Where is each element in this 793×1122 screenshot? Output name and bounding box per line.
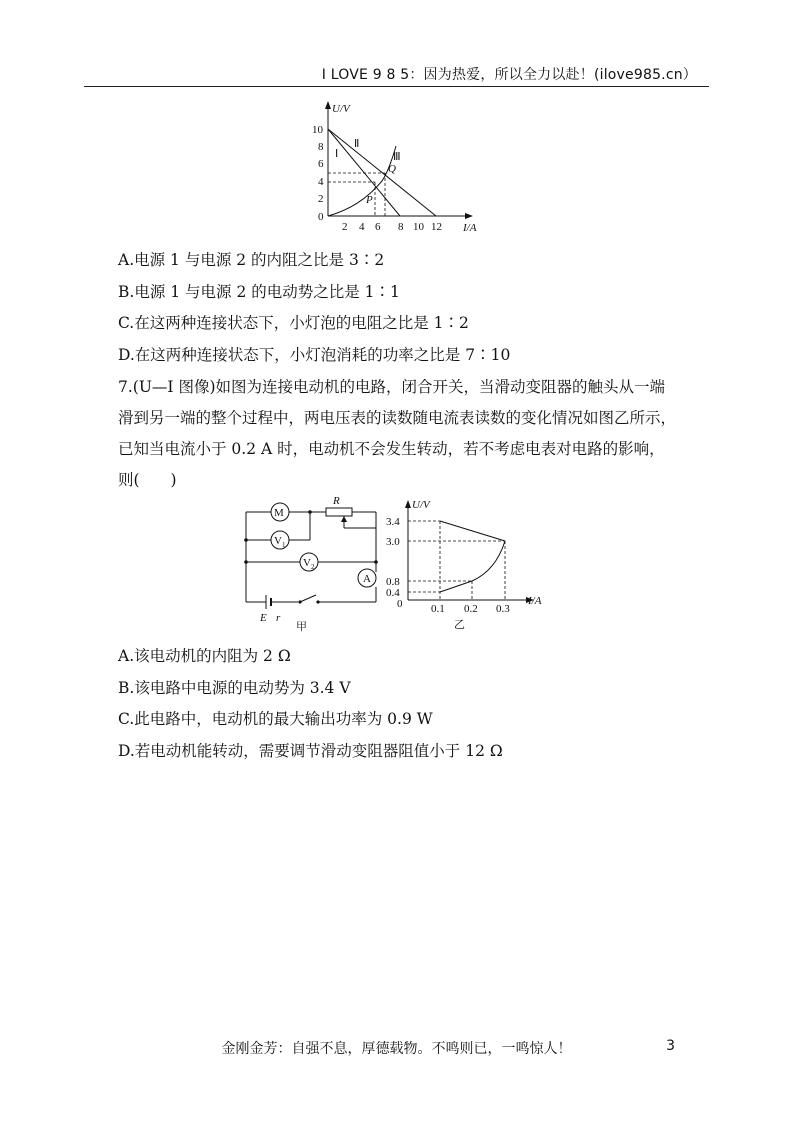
fig1-point-label: P [366, 194, 373, 206]
emf-label: E [260, 612, 267, 624]
fig1-x-axis-label: I/A [463, 222, 477, 234]
switch-lever [300, 595, 316, 602]
fig1-curve-label: Ⅰ [335, 148, 339, 160]
voltmeter-1-label: V [274, 535, 282, 547]
fig1-y-tick: 4 [318, 176, 324, 188]
q6-option-c: C.在这两种连接状态下，小灯泡的电阻之比是 1∶2 [118, 314, 469, 332]
fig1-y-tick: 0 [318, 211, 324, 223]
voltmeter-2-label: V [303, 557, 311, 569]
q7-stem-line-2: 滑到另一端的整个过程中，两电压表的读数随电流表读数的变化情况如图乙所示， [118, 409, 677, 427]
fig1-y-tick: 6 [318, 158, 324, 170]
q7-option-b: B.该电路中电源的电动势为 3.4 V [118, 679, 351, 697]
fig1-x-tick: 12 [431, 221, 442, 233]
rheostat-label: R [333, 495, 340, 507]
header-divider [84, 86, 709, 87]
fig2-x-tick: 0.3 [496, 603, 510, 615]
junction-dot [244, 560, 248, 564]
fig1-x-arrow [465, 213, 473, 219]
voltmeter-1-subscript: 1 [282, 541, 286, 549]
fig2-x-tick: 0.2 [464, 603, 478, 615]
circuit-caption: 甲 [296, 621, 307, 633]
q6-option-d: D.在这两种连接状态下，小灯泡消耗的功率之比是 7∶10 [118, 346, 511, 364]
fig1-y-axis-label: U/V [332, 103, 350, 115]
figure-circuit-diagram [236, 494, 386, 634]
fig2-y-axis-label: U/V [412, 499, 430, 511]
fig2-y-tick: 3.0 [386, 536, 400, 548]
fig2-x-tick: 0.1 [431, 603, 445, 615]
junction-dot [244, 538, 248, 542]
fig1-line-2 [328, 129, 436, 216]
q7-stem-line-4: 则( ) [118, 471, 177, 489]
fig1-y-tick: 10 [312, 124, 323, 136]
page-footer: 金刚金芳：自强不息，厚德载物。不鸣则已，一鸣惊人！ [221, 1041, 572, 1057]
fig1-x-tick: 8 [398, 221, 404, 233]
fig2-y-tick: 3.4 [386, 516, 400, 528]
fig1-x-tick: 6 [375, 221, 381, 233]
fig1-curve-label: Ⅱ [354, 138, 360, 150]
fig1-x-tick: 2 [342, 221, 348, 233]
q6-option-b: B.电源 1 与电源 2 的电动势之比是 1∶1 [118, 283, 400, 301]
q7-option-a: A.该电动机的内阻为 2 Ω [118, 647, 291, 665]
fig2-y-tick: 0 [397, 598, 403, 610]
fig1-x-tick: 10 [413, 221, 424, 233]
motor-label: M [274, 507, 284, 519]
figure-ui-graph-1 [300, 98, 500, 238]
q7-option-d: D.若电动机能转动，需要调节滑动变阻器阻值小于 12 Ω [118, 742, 503, 760]
q7-stem-line-3: 已知当电流小于 0.2 A 时，电动机不会发生转动，若不考虑电表对电路的影响， [118, 440, 665, 458]
ammeter-label: A [363, 573, 371, 585]
page-number: 3 [666, 1038, 675, 1054]
fig1-y-tick: 8 [318, 141, 324, 153]
rheostat-slider-arrow [341, 516, 347, 522]
rheostat-symbol [326, 508, 352, 516]
internal-resistance-label: r [276, 612, 281, 624]
figure-ui-graph-2 [368, 494, 558, 634]
fig2-x-axis-label: I/A [528, 595, 542, 607]
page-header: I LOVE 9 8 5：因为热爱，所以全力以赴！(ilove985.cn） [321, 67, 697, 83]
voltmeter-2-subscript: 2 [311, 563, 315, 571]
fig1-point-label: Q [388, 163, 396, 175]
fig2-line-v2 [440, 521, 505, 541]
q7-option-c: C.此电路中，电动机的最大输出功率为 0.9 W [118, 710, 433, 728]
fig2-curve-v1 [440, 541, 505, 592]
q7-stem-line-1: 7.(U—I 图像)如图为连接电动机的电路，闭合开关，当滑动变阻器的触头从一端 [118, 378, 665, 396]
fig1-x-tick: 4 [359, 221, 365, 233]
fig1-y-tick: 2 [318, 193, 324, 205]
q6-option-a: A.电源 1 与电源 2 的内阻之比是 3∶2 [118, 251, 385, 269]
fig1-y-arrow [325, 101, 331, 109]
junction-dot [308, 510, 312, 514]
fig2-y-tick: 0.8 [386, 576, 400, 588]
fig1-curve-label: Ⅲ [393, 151, 401, 163]
fig2-y-tick: 0.4 [386, 587, 400, 599]
graph-caption: 乙 [454, 619, 465, 631]
fig2-y-arrow [405, 500, 411, 508]
